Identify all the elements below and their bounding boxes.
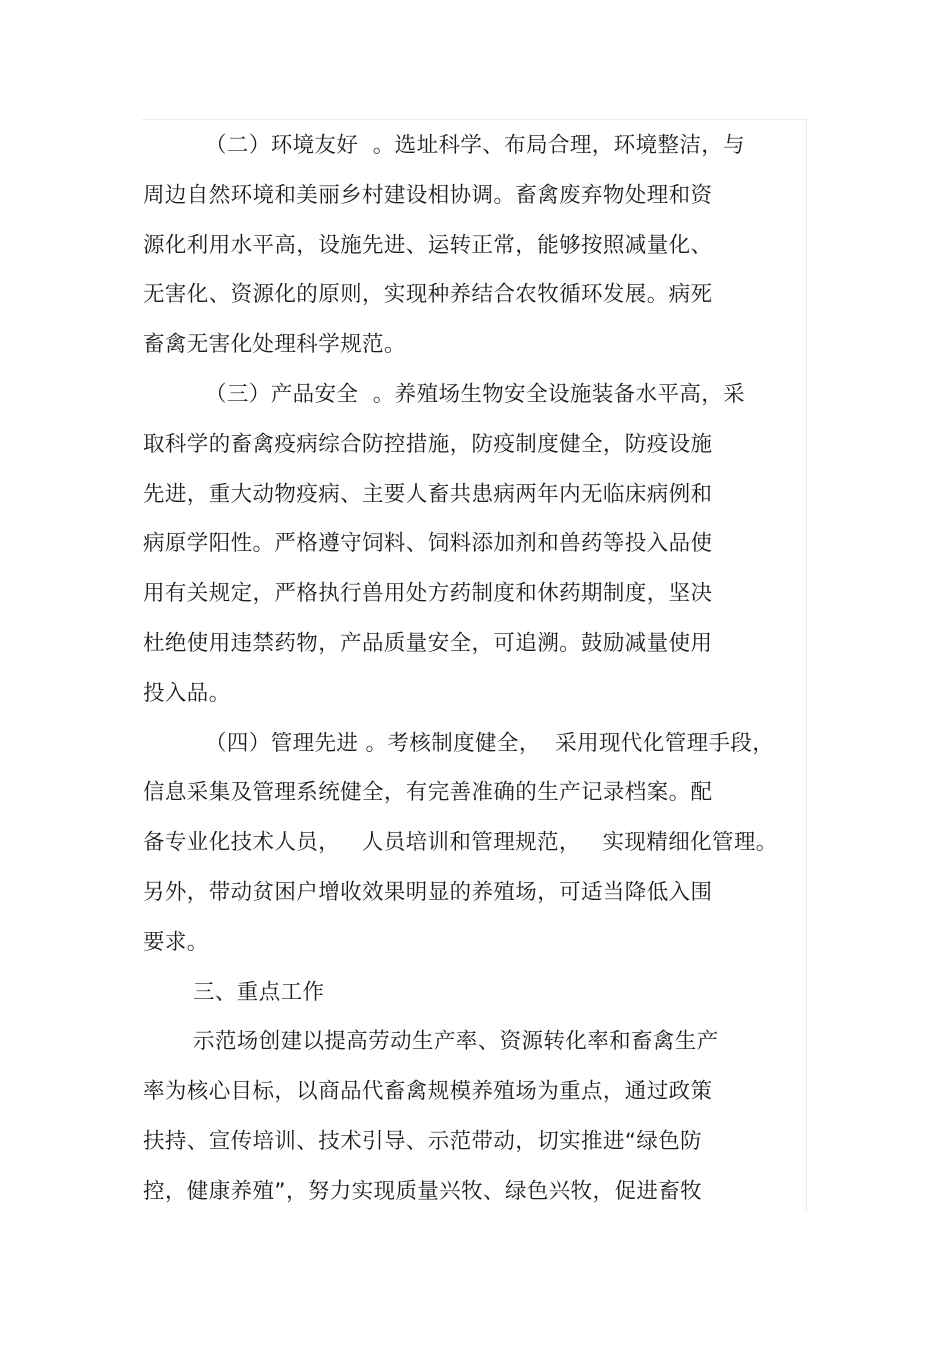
paragraph-line: 无害化、资源化的原则，实现种养结合农牧循环发展。病死 (143, 282, 713, 308)
paragraph-line: 周边自然环境和美丽乡村建设相协调。畜禽废弃物处理和资 (143, 182, 713, 208)
paragraph-line: 信息采集及管理系统健全，有完善准确的生产记录档案。配 (143, 780, 713, 806)
paragraph-line: 另外，带动贫困户增收效果明显的养殖场，可适当降低入围 (143, 879, 713, 905)
paragraph-line: （三）产品安全 。养殖场生物安全设施装备水平高，采 (205, 381, 746, 407)
paragraph-line: 用有关规定，严格执行兽用处方药制度和休药期制度，坚决 (143, 581, 713, 607)
paragraph-line: 投入品。 (143, 680, 231, 706)
paragraph-line: 率为核心目标，以商品代畜禽规模养殖场为重点，通过政策 (143, 1079, 713, 1105)
paragraph-line: （四）管理先进 。考核制度健全， 采用现代化管理手段， (205, 730, 775, 756)
paragraph-line: 示范场创建以提高劳动生产率、资源转化率和畜禽生产 (193, 1029, 719, 1055)
paragraph-line: 控，健康养殖”，努力实现质量兴牧、绿色兴牧，促进畜牧 (143, 1178, 703, 1204)
paragraph-line: 扶持、宣传培训、技术引导、示范带动，切实推进“绿色防 (143, 1128, 703, 1154)
paragraph-line: （二）环境友好 。选址科学、布局合理，环境整洁，与 (205, 133, 746, 158)
paragraph-line: 畜禽无害化处理科学规范。 (143, 332, 406, 358)
paragraph-line: 取科学的畜禽疫病综合防控措施，防疫制度健全，防疫设施 (143, 431, 713, 457)
document-body (143, 121, 803, 1217)
paragraph-line: 源化利用水平高，设施先进、运转正常，能够按照减量化、 (143, 232, 713, 258)
paragraph-line: 杜绝使用违禁药物，产品质量安全，可追溯。鼓励减量使用 (143, 630, 713, 656)
paragraph-line: 要求。 (143, 929, 209, 955)
paragraph-line: 先进，重大动物疫病、主要人畜共患病两年内无临床病例和 (143, 481, 713, 507)
paragraph-line: 备专业化技术人员， 人员培训和管理规范， 实现精细化管理。 (143, 830, 778, 856)
paragraph-line: 病原学阳性。严格遵守饲料、饲料添加剂和兽药等投入品使 (143, 531, 713, 557)
section-heading: 三、重点工作 (193, 979, 325, 1005)
